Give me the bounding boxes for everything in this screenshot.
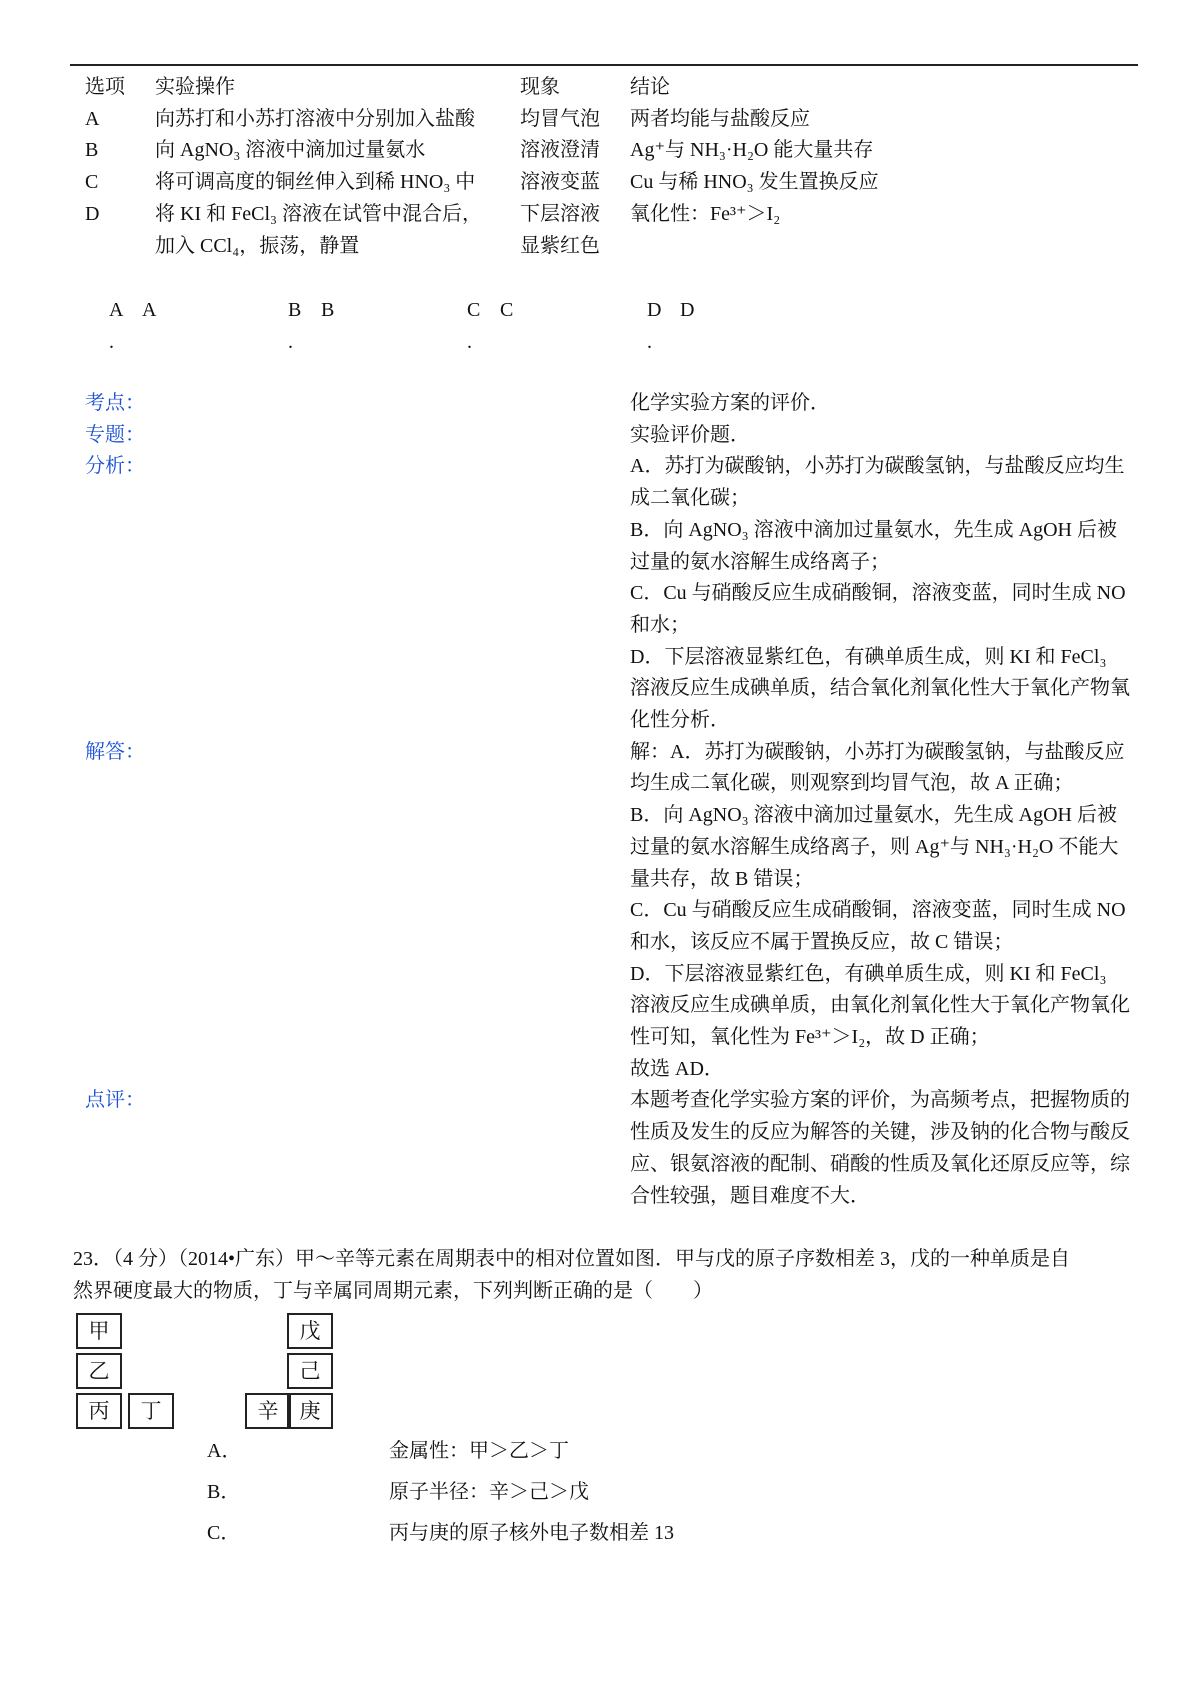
table-cell: Ag⁺与 NH₃·H₂O 能大量共存 bbox=[630, 139, 874, 162]
analysis-line: 量共存，故 B 错误； bbox=[630, 867, 814, 890]
choice-letter: C bbox=[467, 299, 481, 321]
analysis-line: 成二氧化碳； bbox=[630, 487, 750, 510]
analysis-line: 溶液反应生成碘单质，结合氧化剂氧化性大于氧化产物氧 bbox=[630, 677, 1130, 700]
option-text[interactable]: 金属性：甲＞乙＞丁 bbox=[389, 1440, 569, 1462]
table-cell: 将可调高度的铜丝伸入到稀 HNO₃ 中 bbox=[155, 171, 476, 194]
analysis-line: B．向 AgNO₃ 溶液中滴加过量氨水，先生成 AgOH 后被 bbox=[630, 804, 1117, 827]
table-cell: 均冒气泡 bbox=[520, 107, 600, 130]
header-phenomenon: 现象 bbox=[520, 76, 560, 98]
analysis-line: C．Cu 与硝酸反应生成硝酸铜，溶液变蓝，同时生成 NO bbox=[630, 582, 1126, 605]
analysis-section bbox=[85, 388, 1155, 1212]
choice-dot: . bbox=[109, 331, 114, 353]
table-cell: 将 KI 和 FeCl₃ 溶液在试管中混合后， bbox=[155, 202, 482, 225]
header-conclusion: 结论 bbox=[630, 76, 670, 98]
analysis-line: 应、银氨溶液的配制、硝酸的性质及氧化还原反应等，综 bbox=[630, 1152, 1130, 1175]
analysis-line: 解：A．苏打为碳酸钠，小苏打为碳酸氢钠，与盐酸反应 bbox=[630, 740, 1125, 763]
header-operation: 实验操作 bbox=[155, 76, 235, 98]
element-cell: 丁 bbox=[128, 1393, 174, 1429]
analysis-line: 均生成二氧化碳，则观察到均冒气泡，故 A 正确； bbox=[630, 772, 1074, 795]
analysis-block bbox=[85, 388, 1155, 420]
table-cell: 显紫红色 bbox=[520, 234, 600, 257]
analysis-block bbox=[85, 737, 1155, 1086]
header-option: 选项 bbox=[85, 76, 125, 98]
choice-text[interactable]: B bbox=[321, 299, 335, 321]
analysis-line: D．下层溶液显紫红色，有碘单质生成，则 KI 和 FeCl₃ bbox=[630, 962, 1107, 985]
analysis-line: 化学实验方案的评价． bbox=[630, 392, 830, 414]
analysis-line: 性质及发生的反应为解答的关键，涉及钠的化合物与酸反 bbox=[630, 1121, 1130, 1144]
option-letter[interactable]: B． bbox=[207, 1481, 241, 1503]
table-cell: B bbox=[85, 139, 99, 162]
choice-letter: D bbox=[647, 299, 662, 321]
option-letter[interactable]: C． bbox=[207, 1522, 241, 1544]
choice-dot: . bbox=[647, 331, 652, 353]
analysis-block bbox=[85, 1085, 1155, 1212]
analysis-line: 本题考查化学实验方案的评价，为高频考点，把握物质的 bbox=[630, 1089, 1130, 1112]
analysis-line: B．向 AgNO₃ 溶液中滴加过量氨水，先生成 AgOH 后被 bbox=[630, 518, 1117, 541]
analysis-line: C．Cu 与硝酸反应生成硝酸铜，溶液变蓝，同时生成 NO bbox=[630, 899, 1126, 922]
analysis-label: 解答： bbox=[85, 740, 145, 763]
element-cell: 辛 bbox=[245, 1393, 291, 1429]
table-cell: 溶液澄清 bbox=[520, 139, 600, 162]
table-cell: A bbox=[85, 107, 100, 130]
analysis-line: 溶液反应生成碘单质，由氧化剂氧化性大于氧化产物氧化 bbox=[630, 994, 1130, 1017]
analysis-line: 和水，该反应不属于置换反应，故 C 错误； bbox=[630, 930, 1014, 953]
table-cell: 两者均能与盐酸反应 bbox=[630, 107, 810, 130]
choice-dot: . bbox=[288, 331, 293, 353]
analysis-line: 化性分析． bbox=[630, 709, 730, 732]
table-cell: 溶液变蓝 bbox=[520, 171, 600, 194]
analysis-label: 专题： bbox=[85, 423, 145, 446]
element-cell: 丙 bbox=[76, 1393, 122, 1429]
top-rule bbox=[70, 64, 1138, 66]
analysis-block bbox=[85, 420, 1155, 452]
table-cell: 加入 CCl₄，振荡，静置 bbox=[155, 234, 360, 257]
question-23-stem-line1: 23．（4 分）（2014•广东）甲～辛等元素在周期表中的相对位置如图．甲与戊的原子序数相差 3，戊的一种单质是自 bbox=[73, 1248, 1071, 1270]
choice-text[interactable]: C bbox=[500, 299, 514, 321]
table-cell: 下层溶液 bbox=[520, 202, 600, 225]
option-text[interactable]: 原子半径：辛＞己＞戊 bbox=[389, 1481, 589, 1503]
analysis-label: 分析： bbox=[85, 455, 145, 478]
table-cell: C bbox=[85, 171, 99, 194]
element-cell: 庚 bbox=[287, 1393, 333, 1429]
analysis-label: 考点： bbox=[85, 392, 145, 414]
analysis-line: 过量的氨水溶解生成络离子； bbox=[630, 550, 890, 573]
table-cell: 氧化性：Fe³⁺＞I₂ bbox=[630, 202, 781, 225]
analysis-line: 合性较强，题目难度不大． bbox=[630, 1184, 870, 1207]
analysis-content bbox=[630, 420, 750, 452]
option-letter[interactable]: A． bbox=[207, 1440, 242, 1462]
analysis-content bbox=[630, 737, 1130, 1086]
analysis-content bbox=[630, 1085, 1130, 1212]
choice-text[interactable]: A bbox=[142, 299, 157, 321]
analysis-content bbox=[630, 451, 1130, 736]
choice-letter: B bbox=[288, 299, 302, 321]
analysis-line: 过量的氨水溶解生成络离子，则 Ag⁺与 NH₃·H₂O 不能大 bbox=[630, 835, 1119, 858]
choice-dot: . bbox=[467, 331, 472, 353]
analysis-line: 和水； bbox=[630, 613, 690, 636]
analysis-line: D．下层溶液显紫红色，有碘单质生成，则 KI 和 FeCl₃ bbox=[630, 645, 1107, 668]
analysis-line: A．苏打为碳酸钠，小苏打为碳酸氢钠，与盐酸反应均生 bbox=[630, 455, 1125, 478]
analysis-block bbox=[85, 451, 1155, 736]
element-cell: 乙 bbox=[76, 1353, 122, 1389]
analysis-line: 性可知，氧化性为 Fe³⁺＞I₂，故 D 正确； bbox=[630, 1026, 990, 1049]
analysis-line: 故选 AD． bbox=[630, 1057, 724, 1080]
option-text[interactable]: 丙与庚的原子核外电子数相差 13 bbox=[389, 1522, 674, 1544]
table-cell: D bbox=[85, 202, 100, 225]
analysis-line: 实验评价题． bbox=[630, 423, 750, 446]
table-cell: 向 AgNO₃ 溶液中滴加过量氨水 bbox=[155, 139, 426, 162]
analysis-content bbox=[630, 388, 830, 420]
question-23-stem-line2: 然界硬度最大的物质，丁与辛属同周期元素，下列判断正确的是（ ） bbox=[73, 1280, 713, 1302]
analysis-label: 点评： bbox=[85, 1089, 145, 1112]
element-cell: 己 bbox=[287, 1353, 333, 1389]
element-cell: 戊 bbox=[287, 1313, 333, 1349]
element-cell: 甲 bbox=[76, 1313, 122, 1349]
choice-text[interactable]: D bbox=[680, 299, 695, 321]
table-cell: Cu 与稀 HNO₃ 发生置换反应 bbox=[630, 171, 879, 194]
table-cell: 向苏打和小苏打溶液中分别加入盐酸 bbox=[155, 107, 475, 130]
choice-letter: A bbox=[109, 299, 124, 321]
